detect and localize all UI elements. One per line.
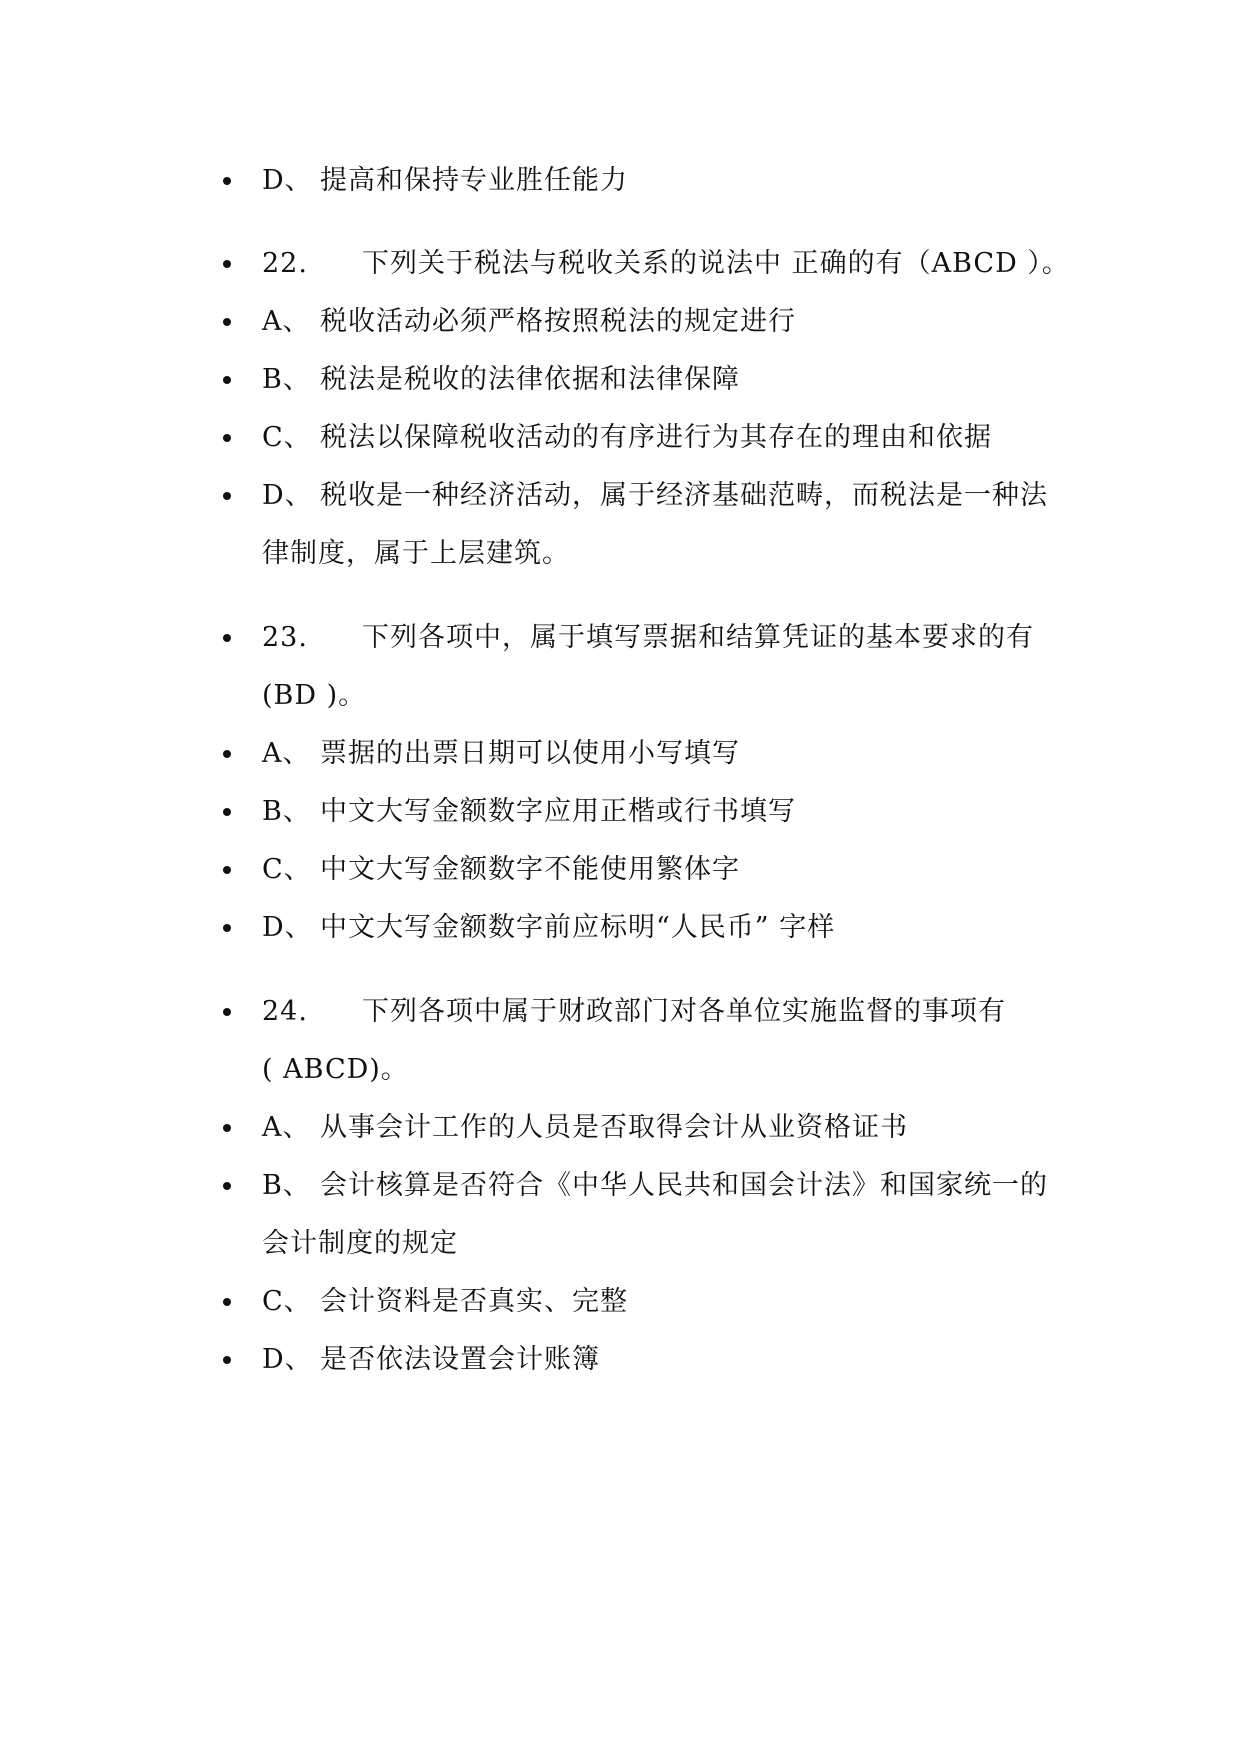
bullet-icon xyxy=(223,1356,231,1364)
question-line xyxy=(262,995,1006,1029)
list-item-line xyxy=(262,737,740,771)
option-label: D、 xyxy=(262,165,313,196)
bullet-icon xyxy=(223,1008,231,1016)
list-item-line xyxy=(262,1285,628,1319)
list-item-line xyxy=(262,1169,1048,1203)
question-continuation xyxy=(262,679,366,713)
bullet-icon xyxy=(223,376,231,384)
option-label: B、 xyxy=(262,364,311,395)
list-item-line xyxy=(262,305,796,339)
option-text: 税收是一种经济活动，属于经济基础范畴，而税法是一种法 xyxy=(320,480,1048,511)
continuation-text: 会计制度的规定 xyxy=(262,1228,458,1259)
option-label: B、 xyxy=(262,796,311,827)
option-label: C、 xyxy=(262,422,312,453)
bullet-icon xyxy=(223,866,231,874)
option-label: D、 xyxy=(262,480,313,511)
bullet-icon xyxy=(223,924,231,932)
bullet-icon xyxy=(223,1124,231,1132)
question-text: 下列关于税法与税收关系的说法中 正确的有（ABCD ）。 xyxy=(362,248,1070,279)
list-item-line xyxy=(262,853,740,887)
list-item-line xyxy=(262,363,740,397)
bullet-icon xyxy=(223,177,231,185)
option-label: A、 xyxy=(262,1112,311,1143)
bullet-icon xyxy=(223,318,231,326)
question-line xyxy=(262,247,1070,281)
answer-text: (BD )。 xyxy=(262,680,367,711)
option-text: 会计资料是否真实、完整 xyxy=(320,1286,628,1317)
bullet-icon xyxy=(223,434,231,442)
option-text: 是否依法设置会计账簿 xyxy=(320,1344,600,1375)
option-text: 中文大写金额数字应用正楷或行书填写 xyxy=(320,796,796,827)
question-continuation xyxy=(262,1053,409,1087)
option-text: 税收活动必须严格按照税法的规定进行 xyxy=(320,306,796,337)
question-line xyxy=(262,621,1034,655)
option-text: 税法是税收的法律依据和法律保障 xyxy=(320,364,740,395)
option-text: 中文大写金额数字前应标明“人民币” 字样 xyxy=(320,912,836,943)
answer-text: ( ABCD)。 xyxy=(262,1054,409,1085)
list-item-line xyxy=(262,795,796,829)
list-item-line xyxy=(262,911,835,945)
option-label: A、 xyxy=(262,738,311,769)
list-item-line xyxy=(262,421,992,455)
option-text: 中文大写金额数字不能使用繁体字 xyxy=(320,854,740,885)
option-text: 会计核算是否符合《中华人民共和国会计法》和国家统一的 xyxy=(320,1170,1048,1201)
option-label: D、 xyxy=(262,1344,313,1375)
bullet-icon xyxy=(223,1298,231,1306)
list-item-continuation xyxy=(262,1227,458,1261)
list-item-line xyxy=(262,1343,600,1377)
bullet-icon xyxy=(223,634,231,642)
option-label: D、 xyxy=(262,912,313,943)
option-label: B、 xyxy=(262,1170,311,1201)
list-item-line xyxy=(262,479,1048,513)
question-number: 22. xyxy=(262,248,308,279)
bullet-icon xyxy=(223,1182,231,1190)
question-number: 24. xyxy=(262,996,308,1027)
bullet-icon xyxy=(223,260,231,268)
list-item-line xyxy=(262,1111,908,1145)
question-number: 23. xyxy=(262,622,308,653)
option-label: C、 xyxy=(262,1286,312,1317)
bullet-icon xyxy=(223,750,231,758)
option-text: 从事会计工作的人员是否取得会计从业资格证书 xyxy=(320,1112,908,1143)
option-text: 票据的出票日期可以使用小写填写 xyxy=(320,738,740,769)
question-text: 下列各项中，属于填写票据和结算凭证的基本要求的有 xyxy=(362,622,1034,653)
question-text: 下列各项中属于财政部门对各单位实施监督的事项有 xyxy=(362,996,1006,1027)
option-text: 提高和保持专业胜任能力 xyxy=(320,165,628,196)
list-item-continuation xyxy=(262,537,570,571)
option-label: C、 xyxy=(262,854,312,885)
continuation-text: 律制度，属于上层建筑。 xyxy=(262,538,570,569)
option-label: A、 xyxy=(262,306,311,337)
bullet-icon xyxy=(223,492,231,500)
option-text: 税法以保障税收活动的有序进行为其存在的理由和依据 xyxy=(320,422,992,453)
bullet-icon xyxy=(223,808,231,816)
list-item-line xyxy=(262,164,628,198)
